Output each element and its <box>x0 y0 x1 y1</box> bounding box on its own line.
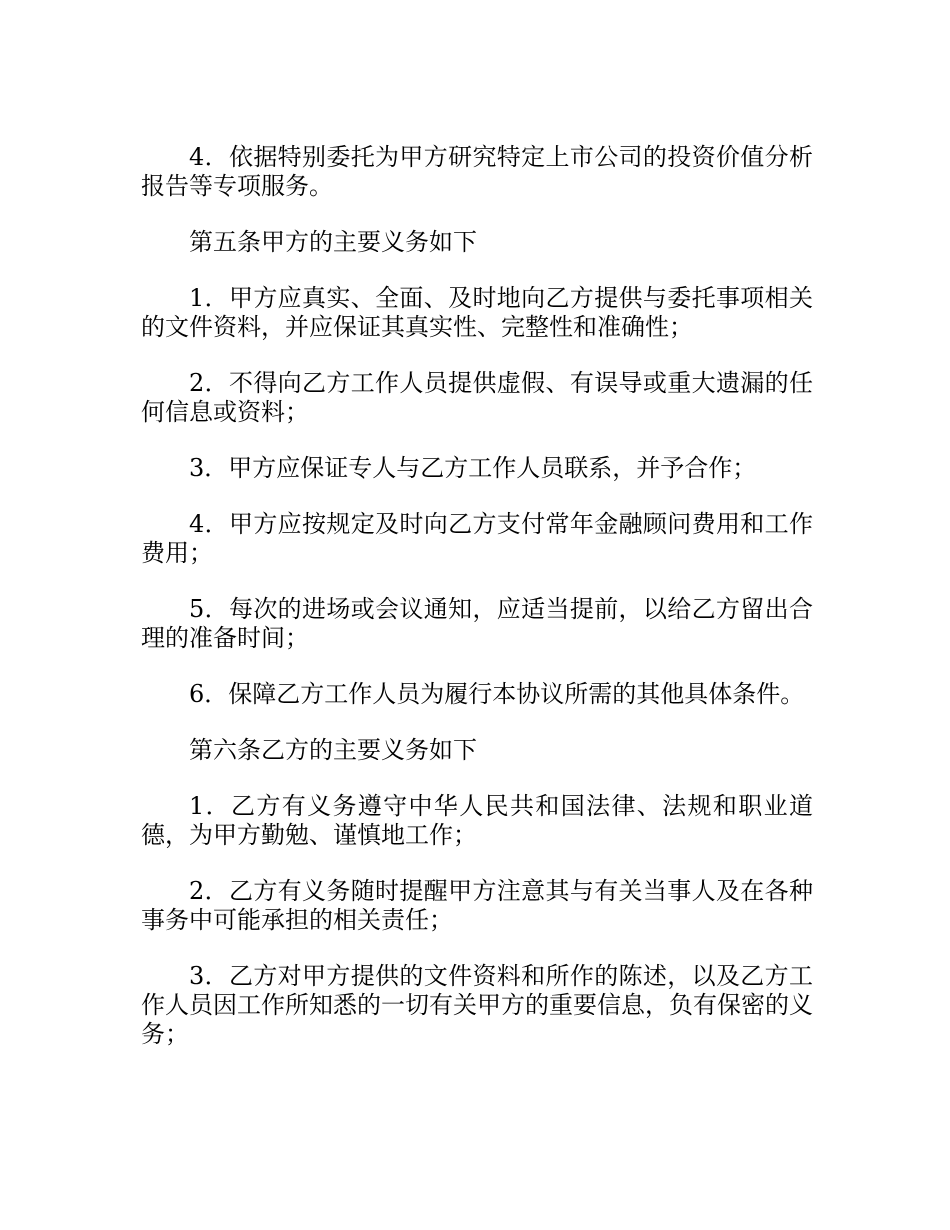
paragraph-article5-item5: 5．每次的进场或会议通知，应适当提前，以给乙方留出合理的准备时间； <box>141 595 813 652</box>
paragraph-article5-item1: 1．甲方应真实、全面、及时地向乙方提供与委托事项相关的文件资料，并应保证其真实性、完整性和准确性； <box>141 284 813 341</box>
paragraph-article5-item3: 3．甲方应保证专人与乙方工作人员联系，并予合作； <box>189 454 757 482</box>
paragraph-article5-item2: 2．不得向乙方工作人员提供虚假、有误导或重大遗漏的任何信息或资料； <box>141 369 813 426</box>
article5-heading: 第五条甲方的主要义务如下 <box>189 228 477 256</box>
paragraph-article5-item4: 4．甲方应按规定及时向乙方支付常年金融顾问费用和工作费用； <box>141 510 813 567</box>
paragraph-clause4-item4: 4．依据特别委托为甲方研究特定上市公司的投资价值分析报告等专项服务。 <box>141 143 813 200</box>
paragraph-article6-item2: 2．乙方有义务随时提醒甲方注意其与有关当事人及在各种事务中可能承担的相关责任； <box>141 877 813 934</box>
document-page <box>141 143 813 1076</box>
article6-heading: 第六条乙方的主要义务如下 <box>189 736 477 764</box>
paragraph-article6-item3: 3．乙方对甲方提供的文件资料和所作的陈述，以及乙方工作人员因工作所知悉的一切有关甲方的重要信息，负有保密的义务； <box>141 962 813 1048</box>
paragraph-article6-item1: 1．乙方有义务遵守中华人民共和国法律、法规和职业道德，为甲方勤勉、谨慎地工作； <box>141 792 813 849</box>
paragraph-article5-item6: 6．保障乙方工作人员为履行本协议所需的其他具体条件。 <box>189 680 805 708</box>
